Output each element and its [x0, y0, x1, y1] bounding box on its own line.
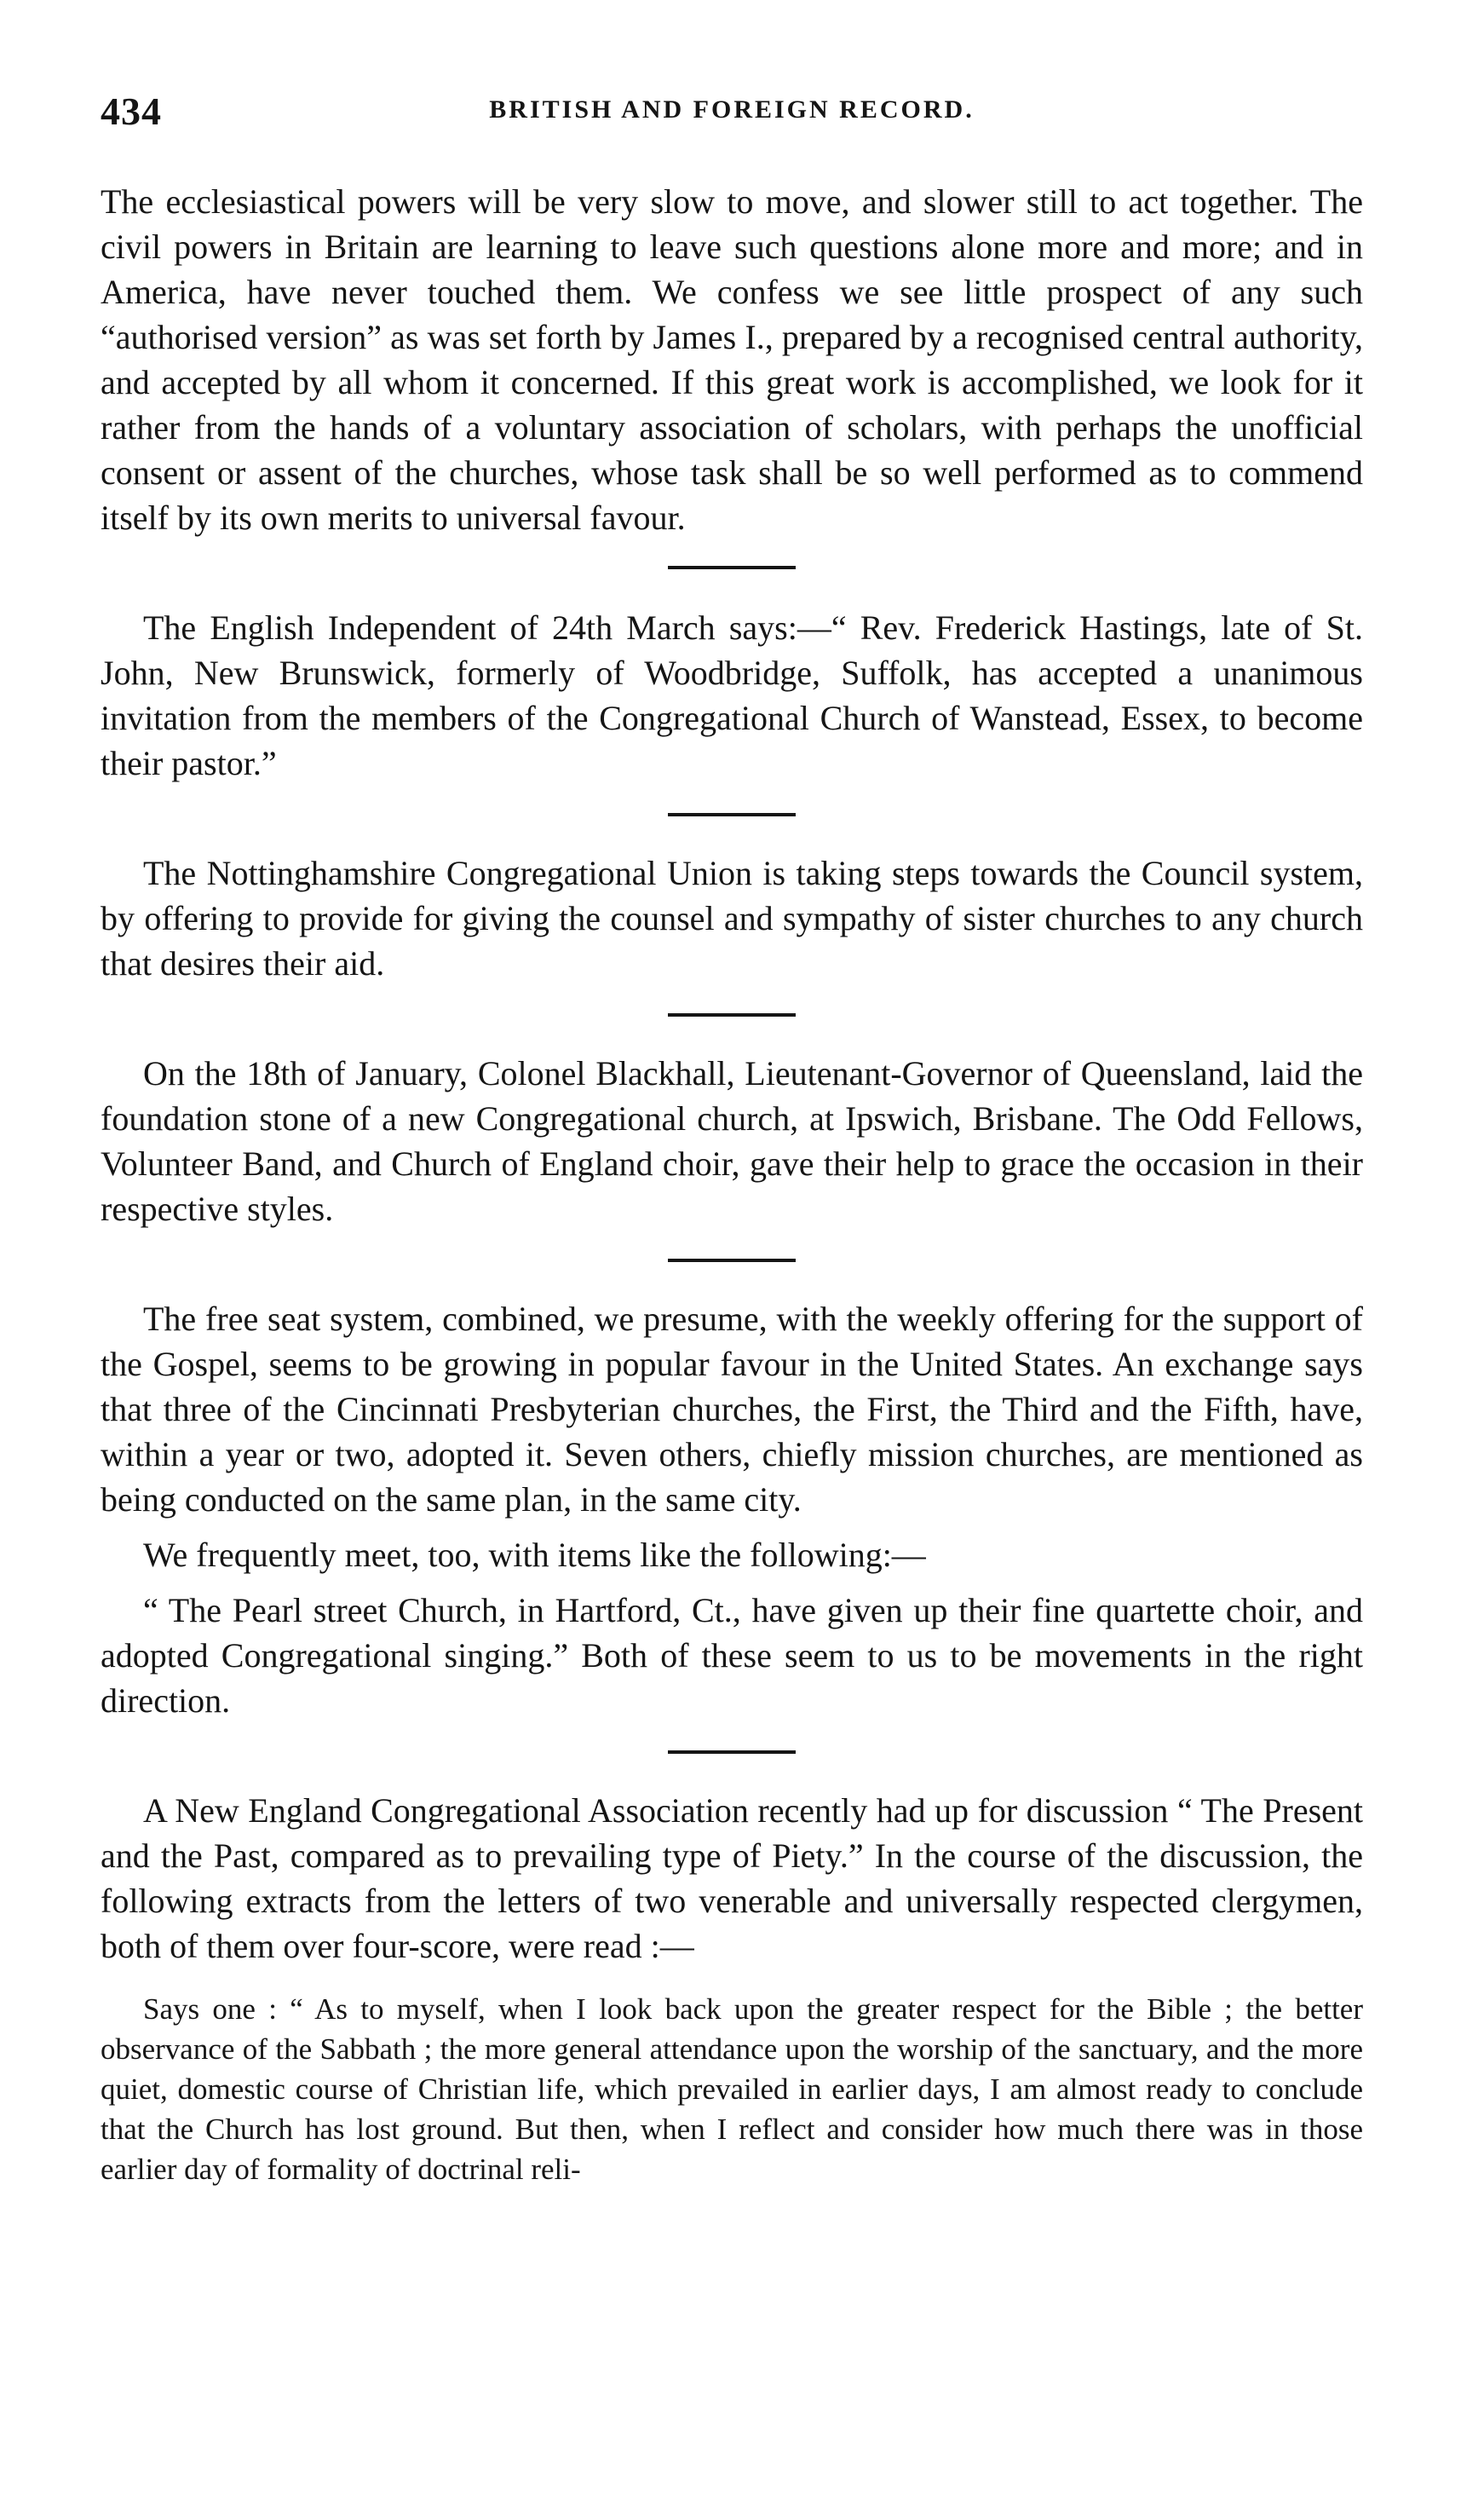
paragraph-free-seat-system: The free seat system, combined, we presume, with the weekly offering for the support of the Gospel, seems to be growing in popular favour in the United States. An exchange says that three of the Cincinnati Presbyterian churches, the First, the Third and the Fifth, have, within a year or two, adopted it. Seven others, chiefly mission churches, are mentioned as being conducted on the same plan, in the same city.: [101, 1300, 1363, 1519]
section-divider: [668, 1013, 796, 1017]
paragraph-new-england-association: A New England Congregational Association recently had up for discussion “ The Present and the Past, compared as to prevailing type of Piety.” In the course of the discussion, the following extracts from the letters of two venerable and universally respected clergymen, both of them over four-score, were read :—: [101, 1791, 1363, 1965]
section-divider: [668, 813, 796, 816]
paragraph-quoted-letter: Says one : “ As to myself, when I look back upon the greater respect for the Bible ; the better observance of the Sabbath ; the more general attendance upon the worship of the sanctuary, and the more quiet, domestic course of Christian life, which prevailed in earlier days, I am almost ready to conclude that the Church has lost ground. But then, when I reflect and consider how much there was in those earlier day of formality of doctrinal reli-: [101, 1992, 1363, 2186]
section-divider: [668, 566, 796, 569]
section-divider: [668, 1750, 796, 1754]
paragraph-queensland-church: On the 18th of January, Colonel Blackhall, Lieutenant-Governor of Queensland, laid the foundation stone of a new Congregational church, at Ipswich, Brisbane. The Odd Fellows, Volunteer Band, and Church of England choir, gave their help to grace the occasion in their respective styles.: [101, 1054, 1363, 1228]
running-head: [101, 85, 1363, 136]
paragraph-frequent-items: We frequently meet, too, with items like the following:—: [143, 1536, 926, 1574]
paragraph-nottinghamshire-union: The Nottinghamshire Congregational Union is taking steps towards the Council system, by offering to provide for giving the counsel and sympathy of sister churches to any church that desires their aid.: [101, 854, 1363, 983]
document-page: [101, 85, 1363, 2189]
paragraph-bible-version: The ecclesiastical powers will be very slow to move, and slower still to act together. The civil powers in Britain are learning to leave such questions alone more and more; and in America, have never touched them. We confess we see little prospect of any such “authorised version” as was set forth by James I., prepared by a recognised central authority, and accepted by all whom it concerned. If this great work is accomplished, we look for it rather from the hands of a voluntary association of scholars, with perhaps the unofficial consent or assent of the churches, whose task shall be so well performed as to commend itself by its own merits to universal favour.: [101, 182, 1363, 537]
paragraph-english-independent: The English Independent of 24th March says:—“ Rev. Frederick Hastings, late of St. John, New Brunswick, formerly of Woodbridge, Suffolk, has accepted a unanimous invitation from the members of the Congregational Church of Wanstead, Essex, to become their pastor.”: [101, 608, 1363, 782]
page-number: 434: [101, 89, 162, 133]
section-divider: [668, 1259, 796, 1262]
journal-title: BRITISH AND FOREIGN RECORD.: [489, 95, 975, 124]
paragraph-pearl-street-church: “ The Pearl street Church, in Hartford, Ct., have given up their fine quartette choir, and adopted Congregational singing.” Both of these seem to us to be movements in the right direction.: [101, 1591, 1363, 1720]
